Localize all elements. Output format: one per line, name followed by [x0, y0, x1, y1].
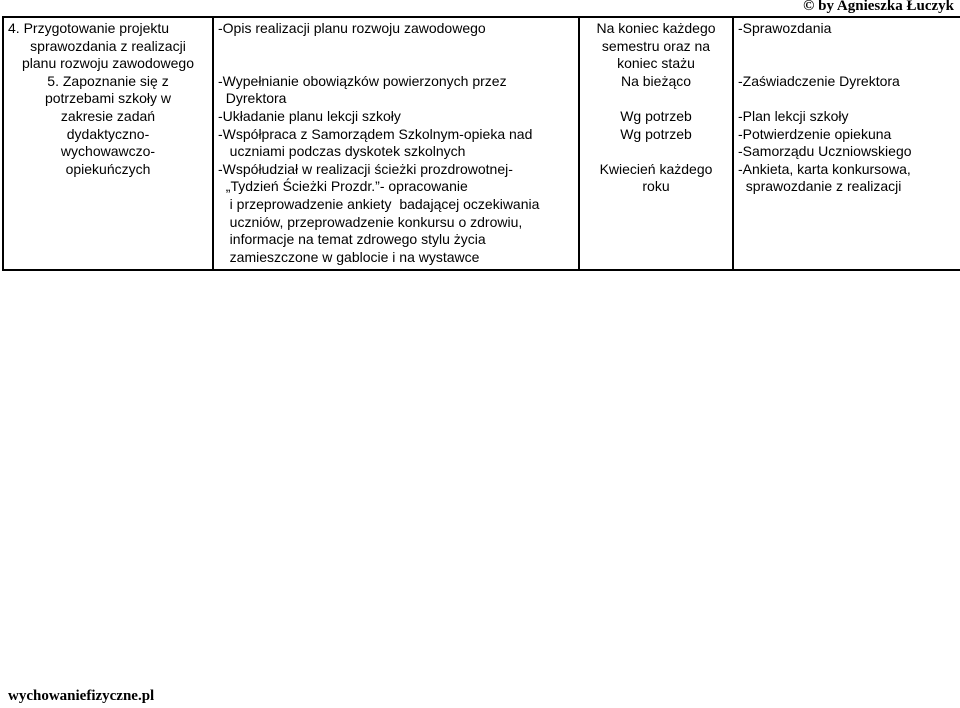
deadline-line: Kwiecień każdego	[599, 160, 713, 177]
deadline-line: Na bieżąco	[620, 72, 692, 89]
table-row	[3, 17, 960, 270]
evidence-cell	[733, 17, 960, 270]
task-line: opiekuńczych	[65, 160, 151, 177]
deadline-line: semestru oraz na	[601, 37, 711, 54]
activity-line: „Tydzień Ścieżki Prozdr.”- opracowanie	[218, 178, 468, 195]
plan-table	[2, 16, 960, 271]
copyright-notice: © by Agnieszka Łuczyk	[803, 0, 954, 14]
activity-line: i przeprowadzenie ankiety badającej oczekiwania	[218, 195, 540, 212]
evidence-line: -Zaświadczenie Dyrektora	[738, 72, 900, 89]
task-line: planu rozwoju zawodowego	[22, 55, 194, 72]
task-line: 5. Zapoznanie się z	[47, 72, 169, 89]
deadline-line: roku	[642, 178, 670, 195]
activity-line: uczniami podczas dyskotek szkolnych	[218, 143, 466, 160]
deadline-line: Wg potrzeb	[620, 125, 692, 142]
spacer	[584, 143, 728, 161]
task-line: wychowawczo-	[60, 143, 156, 160]
evidence-line: -Sprawozdania	[738, 20, 832, 36]
activity-line: -Współudział w realizacji ścieżki prozdrowotnej-	[218, 160, 513, 177]
evidence-line: -Plan lekcji szkoły	[738, 107, 849, 124]
task-line: 4. Przygotowanie projektu	[8, 20, 170, 36]
task-line: sprawozdania z realizacji	[30, 37, 186, 54]
spacer	[738, 90, 958, 108]
deadline-line: koniec stażu	[617, 55, 695, 72]
task-line: potrzebami szkoły w	[44, 90, 172, 107]
evidence-line: -Samorządu Uczniowskiego	[738, 143, 912, 160]
activity-line: -Wypełnianie obowiązków powierzonych przez	[218, 72, 507, 89]
task-line: zakresie zadań	[60, 107, 156, 124]
deadline-cell	[579, 17, 733, 270]
spacer	[218, 38, 574, 56]
deadline-line: Na koniec każdego	[596, 20, 716, 36]
spacer	[738, 38, 958, 56]
deadline-line: Wg potrzeb	[620, 107, 692, 124]
task-cell	[3, 17, 213, 270]
footer-site-name: wychowaniefizyczne.pl	[8, 688, 155, 704]
spacer	[584, 90, 728, 108]
activity-line: Dyrektora	[218, 90, 287, 107]
task-line: dydaktyczno-	[66, 125, 150, 142]
activity-line: uczniów, przeprowadzenie konkursu o zdrowiu,	[218, 213, 523, 230]
activity-line: zamieszczone w gablocie i na wystawce	[218, 248, 480, 265]
activities-cell	[213, 17, 579, 270]
activity-line: -Układanie planu lekcji szkoły	[218, 107, 401, 124]
activity-line: -Współpraca z Samorządem Szkolnym-opieka nad	[218, 125, 533, 142]
spacer	[738, 55, 958, 73]
evidence-line: -Potwierdzenie opiekuna	[738, 125, 892, 142]
activity-line: informacje na temat zdrowego stylu życia	[218, 231, 486, 248]
activity-line: -Opis realizacji planu rozwoju zawodowego	[218, 20, 486, 36]
evidence-line: -Ankieta, karta konkursowa,	[738, 160, 911, 177]
evidence-line: sprawozdanie z realizacji	[738, 178, 902, 195]
spacer	[218, 55, 574, 73]
